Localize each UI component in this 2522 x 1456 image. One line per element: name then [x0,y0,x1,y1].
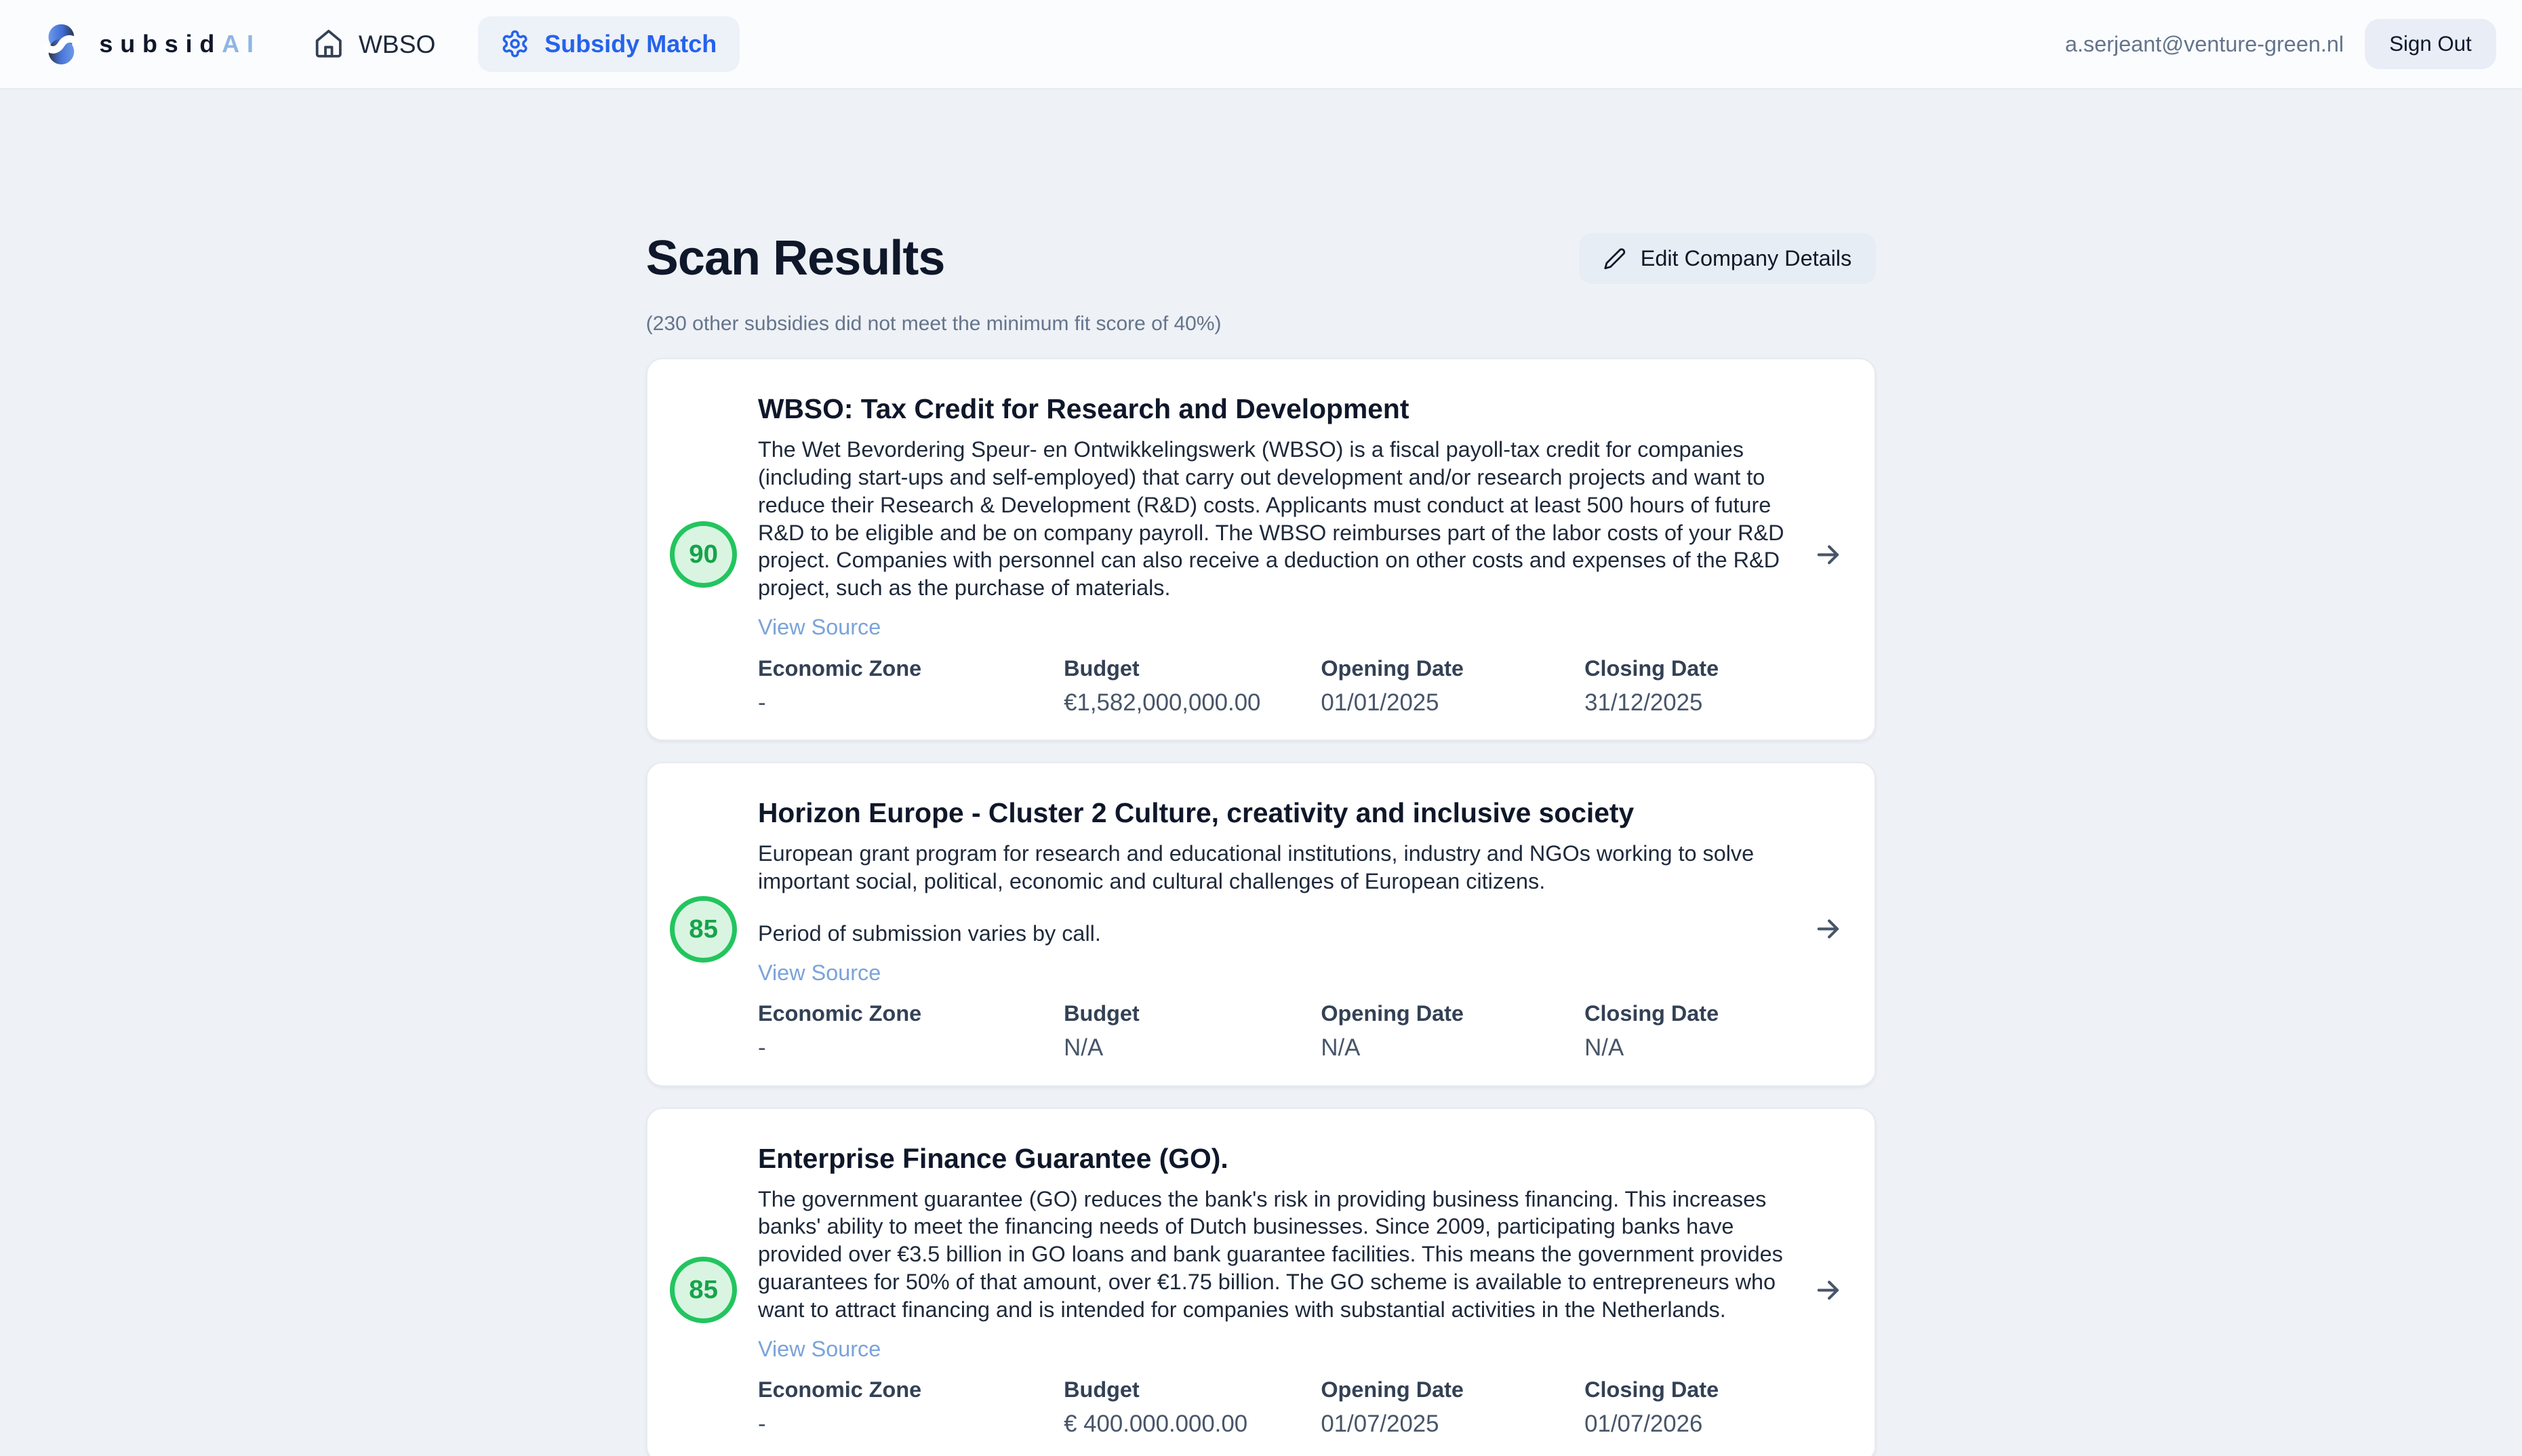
field-value-economic-zone: - [757,689,766,716]
field-value-budget: N/A [1064,1034,1104,1061]
page-head [646,231,1876,287]
open-subsidy-arrow[interactable] [1814,915,1842,943]
fit-score-badge [670,896,736,963]
brand-logo-icon [39,22,83,66]
fit-score-value: 85 [689,914,718,944]
field-label-budget: Budget [1064,1001,1140,1026]
view-source-link[interactable]: View Source [757,960,881,985]
nav-home-link[interactable] [313,28,436,60]
results-filter-note: (230 other subsidies did not meet the minimum fit score of 40%) [645,312,1222,335]
brand-logo-link[interactable] [39,22,261,66]
arrow-right-icon [1814,915,1842,943]
field-economic-zone [758,1001,1064,1062]
subsidy-title: Horizon Europe - Cluster 2 Culture, creativity and inclusive society [757,797,1635,829]
pencil-icon [1603,247,1626,270]
home-icon [313,28,344,60]
field-label-economic-zone: Economic Zone [757,655,922,681]
fit-score-value: 90 [689,539,718,569]
subsidy-fields [758,656,1795,717]
navbar-right [2065,19,2496,69]
subsidy-card[interactable] [646,762,1876,1086]
brand-name: subsidAI [99,29,261,58]
subsidy-card[interactable] [646,1108,1876,1456]
field-economic-zone [758,1377,1064,1438]
field-economic-zone [758,656,1064,717]
subsidy-fields [758,1001,1795,1062]
open-subsidy-arrow[interactable] [1814,1276,1842,1304]
tab-subsidy-match[interactable] [478,16,740,72]
field-label-opening-date: Opening Date [1321,655,1464,681]
field-opening-date [1321,1001,1584,1062]
field-value-closing-date: 01/07/2026 [1584,1411,1703,1438]
fit-score-value: 85 [689,1275,718,1305]
user-email: a.serjeant@venture-green.nl [2065,31,2344,56]
view-source-link[interactable]: View Source [757,1336,881,1361]
field-label-closing-date: Closing Date [1584,1377,1719,1402]
navbar [0,0,2522,89]
subsidy-description: The Wet Bevordering Speur- en Ontwikkelingswerk (WBSO) is a fiscal payoll-tax credit for companies (including start-ups and self-employed) that carry out development and/or research projects and want to reduce their Research & Development (R&D) costs. Applicants must conduct at least 500 hours of future R&D to be eligible and be on company payroll. The WBSO reimburses part of the labor costs of your R&D project. Companies with personnel can also receive a deduction on other costs and expenses of the R&D project, such as the purchase of materials. [757,437,1784,601]
fit-score-badge [670,521,736,588]
subsidy-card-content [758,796,1795,1062]
field-label-budget: Budget [1064,1377,1140,1402]
open-subsidy-arrow[interactable] [1814,541,1842,569]
subsidy-description: The government guarantee (GO) reduces the bank's risk in providing business financing. This increases banks' ability to meet the financing needs of Dutch businesses. Since 2009, participating banks have provided over €3.5 billion in GO loans and bank guarantee facilities. This means the government provides guarantees for 50% of that amount, over €1.75 billion. The GO scheme is available to entrepreneurs who want to attract financing and is intended for companies with substantial activities in the Netherlands. [757,1186,1783,1322]
arrow-right-icon [1814,1276,1842,1304]
field-value-opening-date: N/A [1321,1034,1361,1061]
view-source-link[interactable]: View Source [757,615,881,640]
field-opening-date [1321,1377,1584,1438]
field-value-budget: €1,582,000,000.00 [1064,689,1261,716]
field-value-economic-zone: - [757,1034,766,1061]
sign-out-button[interactable]: Sign Out [2365,19,2496,69]
subsidy-description: European grant program for research and educational institutions, industry and NGOs working to solve important social, political, economic and cultural challenges of European citizens. [757,841,1755,893]
navbar-left [39,16,740,72]
fit-score-badge [670,1257,736,1323]
field-value-closing-date: N/A [1584,1034,1624,1061]
subsidy-title: WBSO: Tax Credit for Research and Development [757,393,1409,425]
field-value-opening-date: 01/07/2025 [1321,1411,1439,1438]
field-label-opening-date: Opening Date [1321,1377,1464,1402]
tab-subsidy-match-label: Subsidy Match [544,30,717,58]
subsidy-card[interactable] [646,358,1876,741]
field-budget [1064,656,1321,717]
subsidy-card-content [758,1141,1795,1438]
field-label-budget: Budget [1064,655,1140,681]
field-budget [1064,1377,1321,1438]
field-label-economic-zone: Economic Zone [757,1377,922,1402]
main-content [646,89,1876,1456]
subsidy-note: Period of submission varies by call. [757,921,1101,946]
brand-accent: AI [222,29,261,58]
page-title: Scan Results [645,230,945,285]
field-value-opening-date: 01/01/2025 [1321,689,1439,716]
field-closing-date [1584,1377,1795,1438]
field-label-closing-date: Closing Date [1584,655,1719,681]
field-budget [1064,1001,1321,1062]
results-list [646,358,1876,1456]
field-closing-date [1584,656,1795,717]
arrow-right-icon [1814,541,1842,569]
field-value-closing-date: 31/12/2025 [1584,689,1703,716]
field-value-budget: € 400.000.000.00 [1064,1411,1248,1438]
field-value-economic-zone: - [757,1411,766,1438]
gear-icon [500,29,529,58]
nav-home-label: WBSO [358,29,436,58]
field-closing-date [1584,1001,1795,1062]
subsidy-fields [758,1377,1795,1438]
subsidy-title: Enterprise Finance Guarantee (GO). [757,1142,1228,1174]
edit-company-details-label: Edit Company Details [1640,246,1852,271]
field-label-economic-zone: Economic Zone [757,1001,922,1026]
field-opening-date [1321,656,1584,717]
field-label-closing-date: Closing Date [1584,1001,1719,1026]
subsidy-card-content [758,392,1795,716]
field-label-opening-date: Opening Date [1321,1001,1464,1026]
edit-company-details-button[interactable] [1579,233,1877,283]
